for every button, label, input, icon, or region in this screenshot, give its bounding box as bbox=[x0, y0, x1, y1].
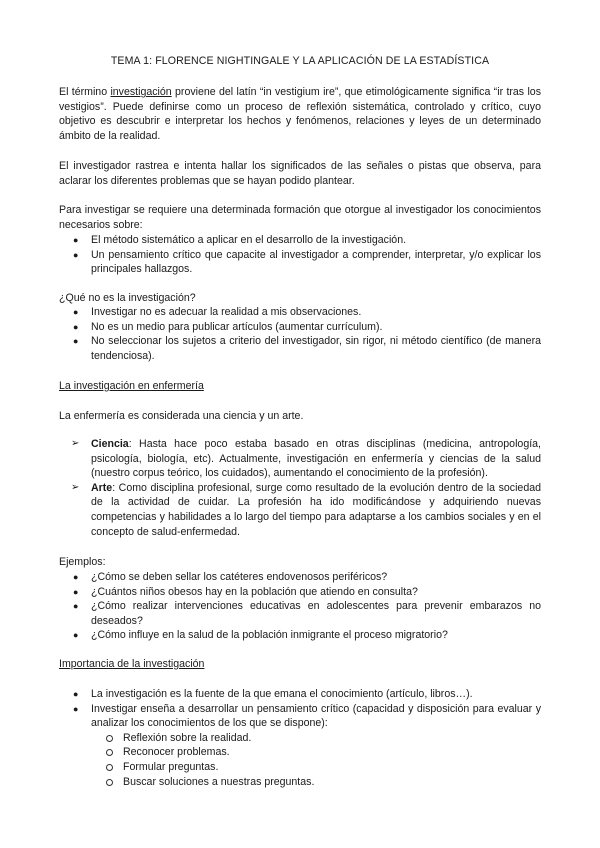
list-item-text: Investigar enseña a desarrollar un pensamiento crítico (capacidad y disposición para evaluar y analizar los conocimientos de los que se dispone): bbox=[91, 702, 541, 730]
list-item bbox=[59, 702, 541, 790]
list-item-text: No seleccionar los sujetos a criterio del investigador, sin rigor, ni método científico (de manera tendenciosa). bbox=[91, 335, 541, 362]
sublist-item-text: Reconocer problemas. bbox=[123, 746, 230, 759]
list-item bbox=[59, 334, 541, 363]
list-item-text: ¿Cómo se deben sellar los catéteres endovenosos periféricos? bbox=[91, 571, 388, 583]
bullet-icon: ● bbox=[73, 586, 79, 597]
term-ciencia: Ciencia bbox=[91, 438, 129, 450]
intro-text-before: El término bbox=[59, 86, 111, 98]
pensamiento-critico-sublist bbox=[91, 731, 541, 789]
term-arte: Arte bbox=[91, 481, 113, 494]
bullet-icon: ● bbox=[73, 235, 79, 245]
ejemplos-list bbox=[59, 570, 541, 643]
intro-paragraph-2: El investigador rastrea e intenta hallar los significados de las señales o pistas que observa, para aclarar los diferentes problemas que se hayan podido plantear. bbox=[59, 160, 541, 187]
bullet-icon: ● bbox=[73, 307, 79, 317]
ejemplos-label: Ejemplos: bbox=[59, 556, 106, 568]
list-item bbox=[59, 481, 541, 539]
circle-bullet-icon bbox=[106, 749, 113, 756]
sublist-item bbox=[91, 760, 541, 775]
sublist-item bbox=[91, 745, 541, 760]
bullet-icon: ● bbox=[73, 336, 79, 347]
sublist-item-text: Buscar soluciones a nuestras preguntas. bbox=[123, 775, 315, 788]
intro-paragraph-3: Para investigar se requiere una determinada formación que otorgue al investigador los conocimientos necesarios sobre: bbox=[59, 204, 541, 231]
enfermeria-intro: La enfermería es considerada una ciencia y un arte. bbox=[59, 410, 304, 422]
document-title: TEMA 1: FLORENCE NIGHTINGALE Y LA APLICACIÓN DE LA ESTADÍSTICA bbox=[110, 55, 490, 67]
circle-bullet-icon bbox=[106, 779, 113, 786]
list-item-text: Investigar no es adecuar la realidad a mis observaciones. bbox=[91, 306, 362, 318]
list-item-text: ¿Cómo influye en la salud de la población inmigrante el proceso migratorio? bbox=[91, 629, 448, 642]
list-item bbox=[59, 233, 541, 248]
importancia-list bbox=[59, 687, 541, 789]
intro-text-after: proviene del latín “in vestigium ire”, que etimológicamente significa “ir tras los vestigios”. Puede definirse como un proceso de reflexión sistemática, controlado y crítico, cuyo objetivo es descubrir e interpretar los hechos y fenómenos, relaciones y leyes de un determinado ámbito de la realidad. bbox=[59, 86, 541, 142]
bullet-icon: ● bbox=[73, 572, 79, 582]
circle-bullet-icon bbox=[106, 764, 113, 771]
list-item-text: ¿Cómo realizar intervenciones educativas en adolescentes para prevenir embarazos no deseados? bbox=[91, 600, 541, 627]
que-no-es-list bbox=[59, 305, 541, 363]
que-no-es-question: ¿Qué no es la investigación? bbox=[59, 292, 196, 304]
bullet-icon: ● bbox=[73, 249, 79, 260]
list-item-text: Un pensamiento crítico que capacite al investigador a comprender, interpretar, y/o explicar los principales hallazgos. bbox=[91, 248, 541, 276]
list-item-text: ¿Cuántos niños obesos hay en la población que atiendo en consulta? bbox=[91, 585, 418, 598]
list-item bbox=[59, 437, 541, 481]
intro-paragraph-1 bbox=[59, 85, 541, 143]
bullet-icon: ● bbox=[73, 703, 79, 714]
list-item bbox=[59, 585, 541, 600]
bullet-icon: ● bbox=[73, 321, 79, 332]
conocimientos-list bbox=[59, 233, 541, 277]
sublist-item-text: Formular preguntas. bbox=[123, 760, 219, 773]
bullet-icon: ● bbox=[73, 601, 79, 612]
list-item-text: El método sistemático a aplicar en el desarrollo de la investigación. bbox=[91, 234, 407, 246]
sublist-item bbox=[91, 731, 541, 746]
bullet-icon: ● bbox=[73, 630, 79, 641]
list-item-text: : Como disciplina profesional, surge como resultado de la evolución dentro de la sociedad de la actividad de cuidar. La profesión ha ido modificándose y adquiriendo nuevas competencias y habilidades a lo largo del tiempo para adaptarse a los cambios sociales y en el concepto de salud-enfermedad. bbox=[91, 481, 541, 538]
ciencia-arte-list bbox=[59, 437, 541, 539]
circle-bullet-icon bbox=[106, 735, 113, 742]
list-item bbox=[59, 687, 541, 702]
importancia-heading: Importancia de la investigación bbox=[59, 658, 205, 670]
list-item-text: La investigación es la fuente de la que emana el conocimiento (artículo, libros…). bbox=[91, 688, 473, 700]
arrow-icon: ➢ bbox=[71, 438, 80, 449]
list-item bbox=[59, 305, 541, 320]
list-item bbox=[59, 248, 541, 277]
enfermeria-heading: La investigación en enfermería bbox=[59, 380, 204, 392]
list-item-text: : Hasta hace poco estaba basado en otras disciplinas (medicina, antropología, psicología, biología, etc). Actualmente, investigación en enfermería y ciencias de la salud (nuestro corpus teórico, los cuidados), aumentando el conocimiento de la profesión). bbox=[91, 438, 541, 480]
sublist-item-text: Reflexión sobre la realidad. bbox=[123, 731, 252, 744]
arrow-icon: ➢ bbox=[71, 481, 80, 493]
list-item-text: No es un medio para publicar artículos (aumentar currículum). bbox=[91, 320, 383, 333]
list-item bbox=[59, 320, 541, 335]
list-item bbox=[59, 599, 541, 628]
list-item bbox=[59, 628, 541, 643]
bullet-icon: ● bbox=[73, 689, 79, 699]
list-item bbox=[59, 570, 541, 585]
sublist-item bbox=[91, 775, 541, 790]
term-investigacion: investigación bbox=[110, 86, 172, 98]
